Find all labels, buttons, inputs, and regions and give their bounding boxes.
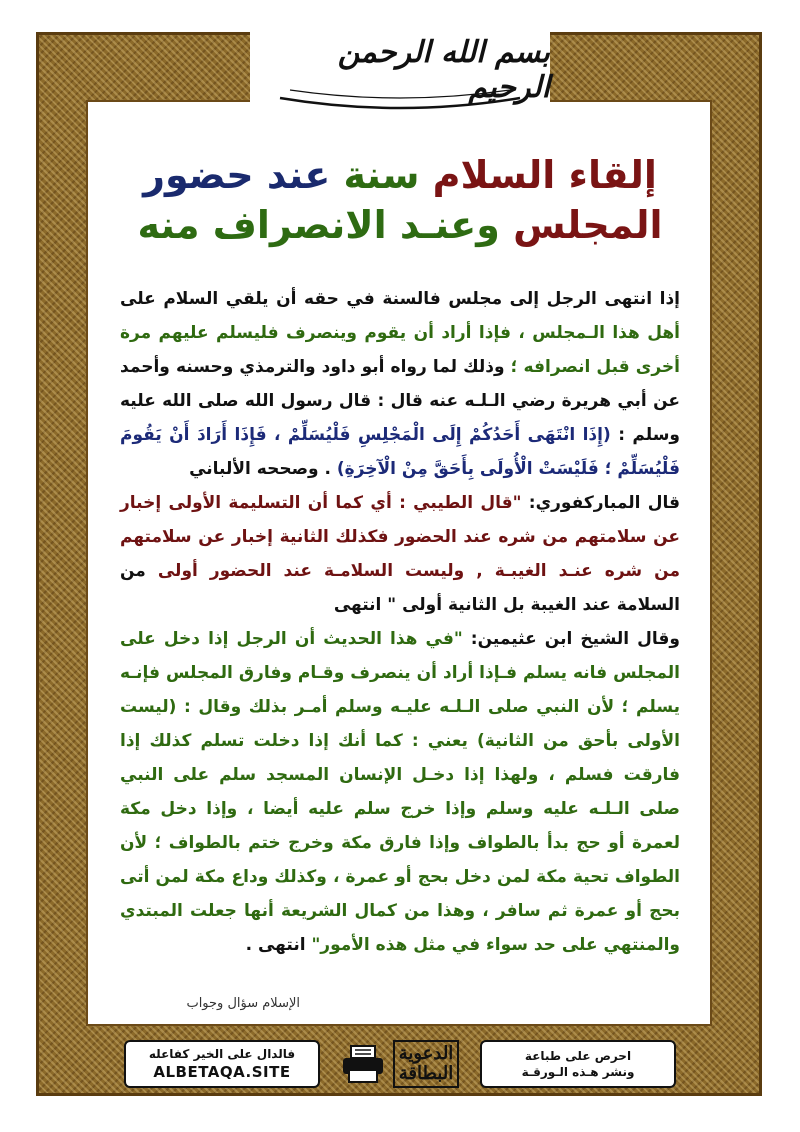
footer-print-box: [480, 1040, 676, 1088]
text-run: سنة: [330, 153, 420, 197]
footer-site-box: [124, 1040, 320, 1088]
printer-icon: [341, 1044, 385, 1084]
text-run: أهل هذا الـمجلس ، فإذا أراد أن يقوم وينصرف فليسلم عليهم مرة أخرى قبل انصرافه ؛: [120, 323, 680, 377]
text-run: إذا انتهى الرجل إلى مجلس فالسنة في حقه أن يلقي السلام على: [120, 289, 680, 309]
footer: [124, 1040, 676, 1088]
footer-logo-group: [324, 1036, 476, 1092]
text-run: . وصححه الألباني: [189, 459, 337, 479]
footer-site-link[interactable]: ALBETAQA.SITE: [153, 1063, 291, 1081]
text-run: وقال الشيخ ابن عثيمين:: [462, 629, 681, 649]
paragraph: [120, 486, 680, 622]
albetaqa-logo: [393, 1040, 460, 1088]
text-run: وذلك لما رواه أبو داود والترمذي وحسنه وأحمد عن أبي هريرة رضي الـلـه عنه قال : قال رسول الله صلى الله عليه وسلم :: [120, 357, 680, 445]
title-line-2: [100, 200, 700, 250]
basmala-text: بسم الله الرحمن الرحيم: [337, 35, 550, 105]
text-run: المجلس: [499, 203, 663, 247]
footer-print-line-2: ونشر هـذه الـورقـة: [521, 1065, 635, 1079]
text-run: عند حضور: [143, 153, 331, 197]
text-run: وعنـد الانصراف منه: [137, 203, 500, 247]
paragraph: [120, 282, 680, 486]
source-label: الإسلام سؤال وجواب: [186, 996, 300, 1011]
text-run: إلقاء السلام: [419, 153, 657, 197]
footer-motto: فالدال على الخير كفاعله: [148, 1047, 296, 1061]
footer-print-line-1: احرص على طباعة: [524, 1049, 632, 1063]
text-run: (إِذَا انْتَهَى أَحَدُكُمْ إِلَى الْمَجْلِسِ فَلْيُسَلِّمْ ، فَإِذَا أَرَادَ أَنْ يَقُومَ فَلْيُسَلِّمْ ؛ فَلَيْسَتْ الْأُولَى بِأَحَقَّ مِنْ الْآخِرَةِ): [120, 425, 680, 479]
text-run: "في هذا الحديث أن الرجل إذا دخل على المجلس فانه يسلم فـإذا أراد أن ينصرف وقـام وفارق المجلس فإنـه يسلم ؛ لأن النبي صلى الـلـه عليـه وسلم أمـر بذلك وقال : (ليست الأولى بأحق من الثانية) يعني : كما أنك إذا دخلت تسلم كذلك إذا فارقت فسلم ، ولهذا إذا دخـل الإنسان المسجد سلم على النبي صلى الـلـه عليه وسلم وإذا خرج سلم عليه أيضا ، وإذا دخل مكة لعمرة أو حج بدأ بالطواف وإذا فارق مكة وخرج ختم بالطواف ؛ لأن الطواف تحية مكة لمن دخل بحج أو عمرة ، وكذلك وداع مكة لمن أتى بحج أو عمرة ثم سافر ، وهذا من كمال الشريعة أنها جعلت المبتدي والمنتهي على حد سواء في مثل هذه الأمور": [120, 629, 680, 955]
logo-line-2: البطاقة: [398, 1063, 454, 1084]
text-run: قال المباركفوري:: [521, 493, 681, 513]
basmala-header: [250, 20, 550, 120]
text-run: انتهى .: [245, 935, 306, 955]
text-run: "قال الطيبي : أي كما أن التسليمة الأولى إخبار عن سلامتهم من شره عند الحضور فكذلك الثانية إخبار عن سلامتهم من شره عنـد الغيبـة , وليست السلامـة عند الحضور أولى: [120, 493, 680, 581]
logo-line-1: الدعوية: [398, 1043, 454, 1064]
article-body: [120, 282, 680, 962]
title-line-1: [100, 150, 700, 200]
page-title: [100, 150, 700, 250]
text-run: من السلامة عند الغيبة بل الثانية أولى " انتهى: [120, 561, 680, 615]
paragraph: [120, 622, 680, 962]
